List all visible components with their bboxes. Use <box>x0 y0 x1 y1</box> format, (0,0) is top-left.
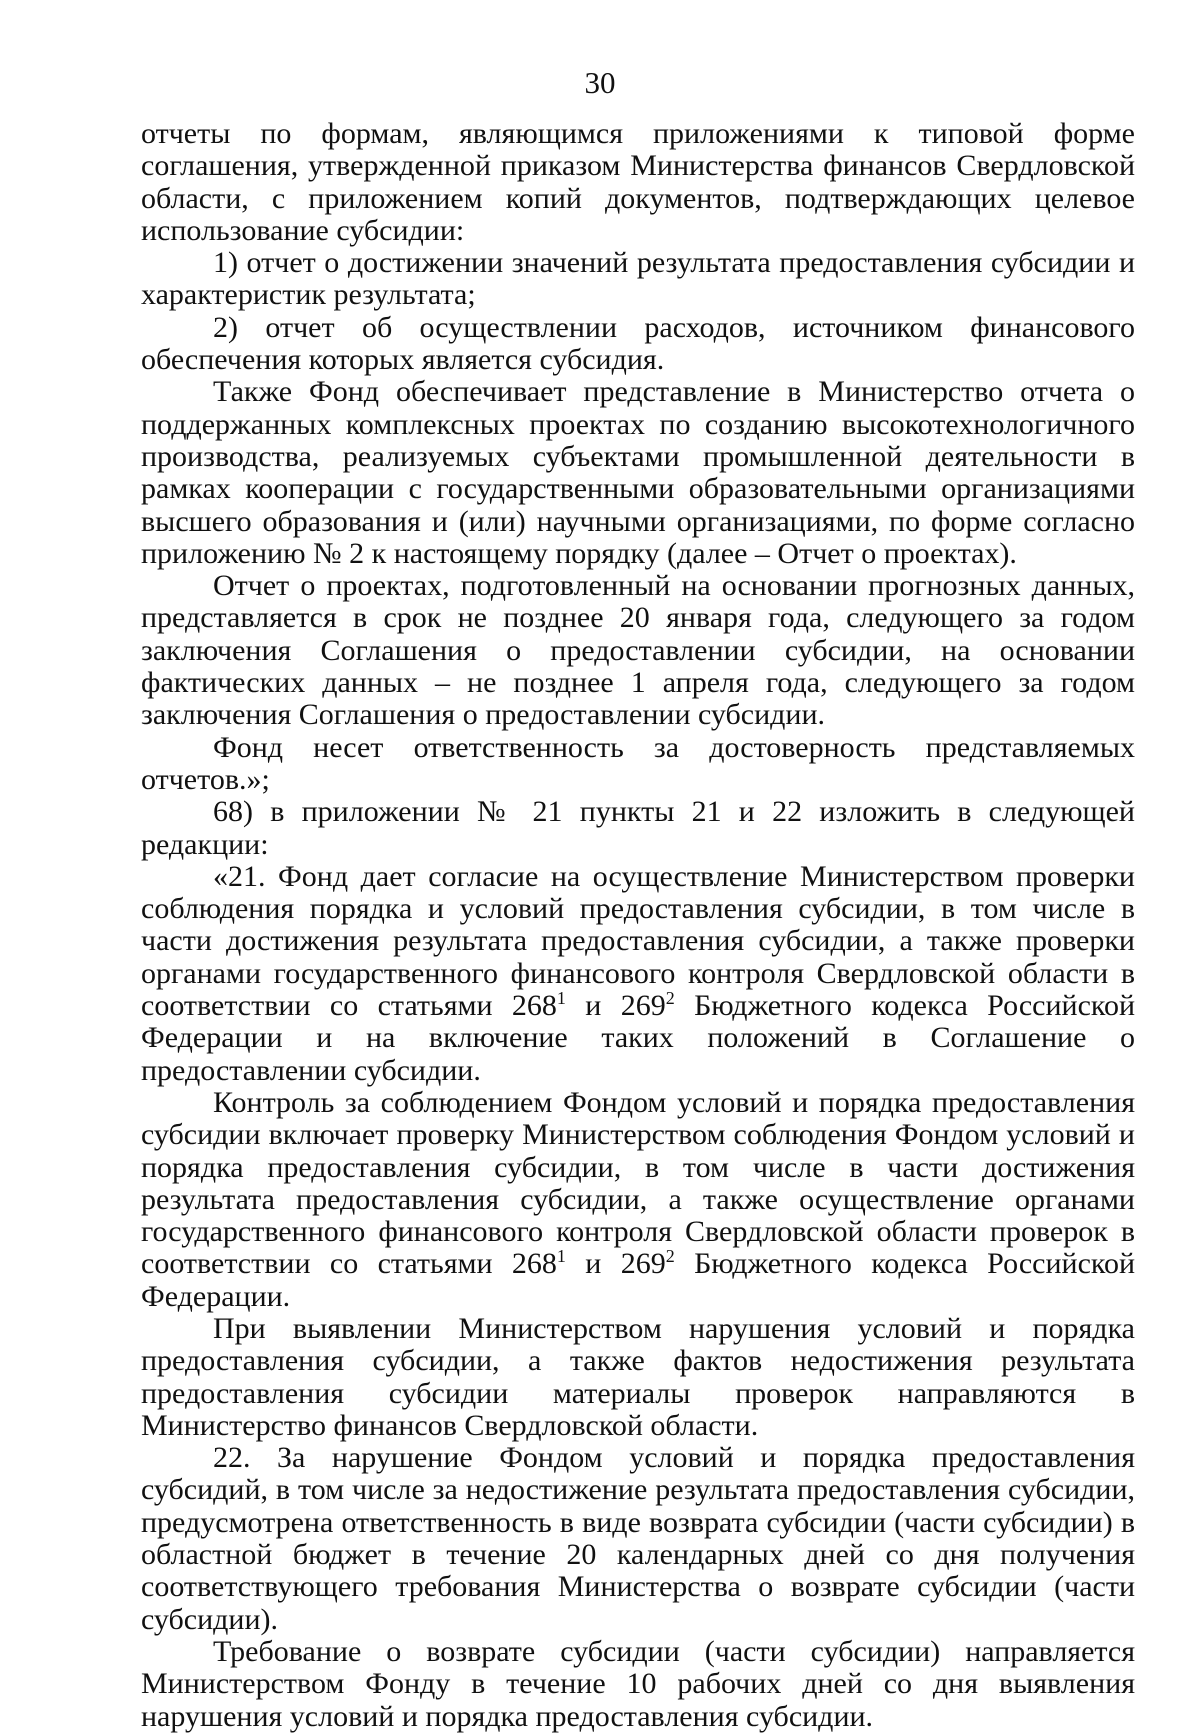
document-body <box>141 118 1135 1733</box>
superscript: 1 <box>556 1246 566 1267</box>
paragraph-amendment-68: 68) в приложении № 21 пункты 21 и 22 изложить в следующей редакции: <box>141 795 1135 861</box>
item-21-text-b: и 269 <box>565 989 666 1023</box>
paragraph-control <box>141 1087 1135 1313</box>
control-text-c: Бюджетного кодекса Российской Федерации. <box>141 1247 1135 1313</box>
paragraph-reports-intro: отчеты по формам, являющимся приложениями к типовой форме соглашения, утвержденной приказом Министерства финансов Свердловской области, с приложением копий документов, подтверждающих целевое использование субсидии: <box>141 117 1135 247</box>
paragraph-report-deadlines: Отчет о проектах, подготовленный на основании прогнозных данных, представляется в срок не позднее 20 января года, следующего за годом заключения Соглашения о предоставлении субсидии, на основании фактических данных – не позднее 1 апреля года, следующего за годом заключения Соглашения о предоставлении субсидии. <box>141 569 1135 732</box>
paragraph-responsibility: Фонд несет ответственность за достоверность представляемых отчетов.»; <box>141 730 1135 796</box>
item-21-text-c: Бюджетного кодекса Российской Федерации и на включение таких положений в Соглашение о предоставлении субсидии. <box>141 989 1135 1087</box>
control-text-b: и 269 <box>565 1247 666 1281</box>
paragraph-violations: При выявлении Министерством нарушения условий и порядка предоставления субсидии, а также фактов недостижения результата предоставления субсидии материалы проверок направляются в Министерство финансов Свердловской области. <box>141 1311 1135 1442</box>
paragraph-item-21 <box>141 861 1135 1087</box>
item-21-text-a: «21. Фонд дает согласие на осуществление Министерством проверки соблюдения порядка и условий предоставления субсидии, в том числе в части достижения результата предоставления субсидии, а также проверки органами государственного финансового контроля Свердловской области в соответствии со статьями 268 <box>141 859 1135 1023</box>
superscript: 1 <box>556 988 566 1009</box>
paragraph-projects-report: Также Фонд обеспечивает представление в Министерство отчета о поддержанных комплексных проектах по созданию высокотехнологичного производства, реализуемых субъектами промышленной деятельности в рамках кооперации с государственными образовательными организациями высшего образования и (или) научными организациями, по форме согласно приложению № 2 к настоящему порядку (далее – Отчет о проектах). <box>141 375 1135 570</box>
list-item-1: 1) отчет о достижении значений результата предоставления субсидии и характеристик результата; <box>141 246 1135 312</box>
superscript: 2 <box>665 988 675 1009</box>
paragraph-return-requirement: Требование о возврате субсидии (части субсидии) направляется Министерством Фонду в течение 10 рабочих дней со дня выявления нарушения условий и порядка предоставления субсидии. <box>141 1634 1135 1733</box>
list-item-2: 2) отчет об осуществлении расходов, источником финансового обеспечения которых является субсидия. <box>141 310 1135 377</box>
control-text-a: Контроль за соблюдением Фондом условий и порядка предоставления субсидии включает проверку Министерством соблюдения Фондом условий и порядка предоставления субсидии, в том числе в части достижения результата предоставления субсидии, а также осуществление органами государственного финансового контроля Свердловской области проверок в соответствии со статьями 268 <box>141 1085 1135 1281</box>
page-number: 30 <box>584 65 616 100</box>
superscript: 2 <box>665 1246 675 1267</box>
paragraph-item-22: 22. За нарушение Фондом условий и порядка предоставления субсидий, в том числе за недостижение результата предоставления субсидии, предусмотрена ответственность в виде возврата субсидии (части субсидии) в областной бюджет в течение 20 календарных дней со дня получения соответствующего требования Министерства о возврате субсидии (части субсидии). <box>141 1441 1135 1636</box>
